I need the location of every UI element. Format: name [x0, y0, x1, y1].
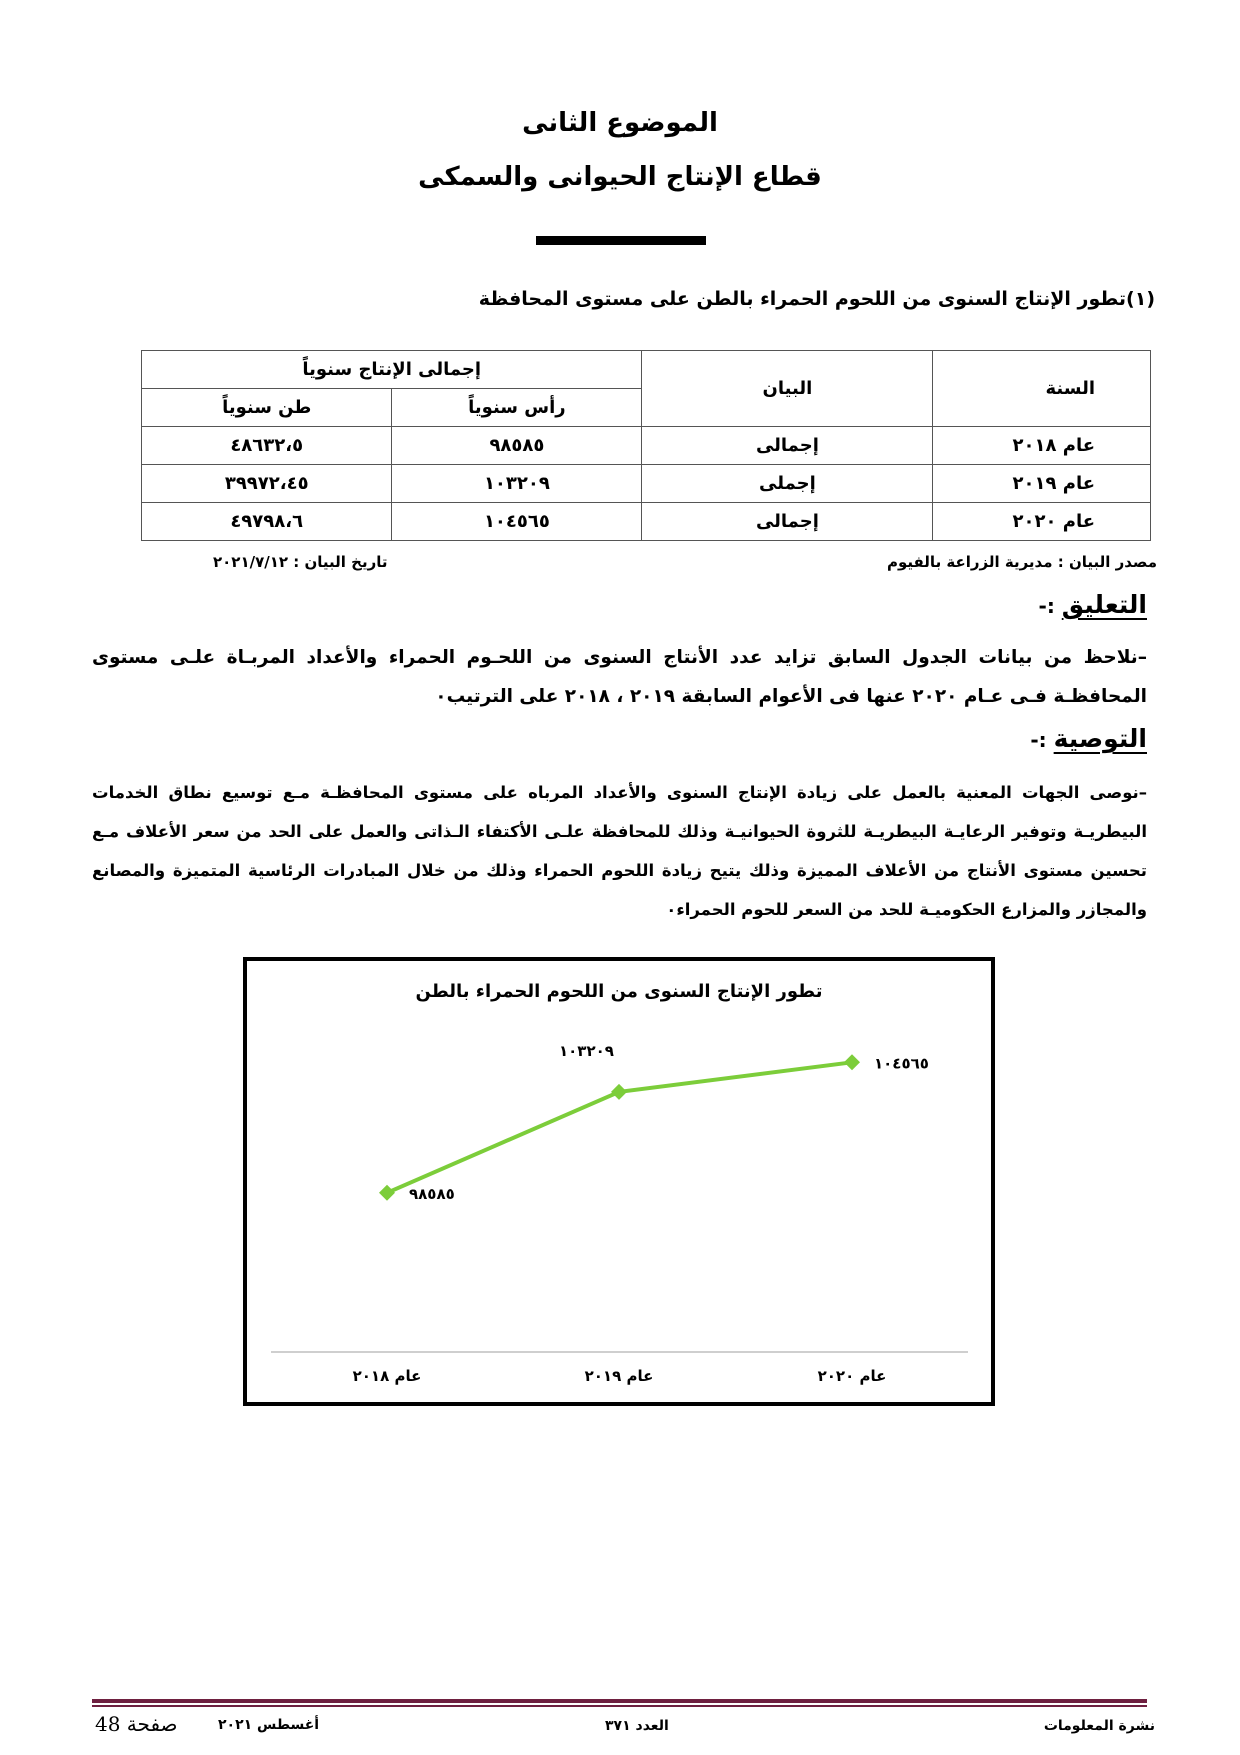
table-row [142, 427, 1151, 465]
col-tons-header: طن سنوياً [142, 389, 392, 427]
data-label: ١٠٤٥٦٥ [874, 1054, 929, 1073]
footer-page: صفحة 48 [95, 1712, 178, 1736]
data-source: مصدر البيان : مديرية الزراعة بالفيوم [886, 553, 1157, 571]
x-tick-label: عام ٢٠١٩ [584, 1367, 654, 1385]
data-label: ١٠٣٢٠٩ [559, 1041, 614, 1060]
footer-rule [92, 1699, 1147, 1703]
data-label: ٩٨٥٨٥ [409, 1184, 455, 1203]
comment-heading [1039, 590, 1147, 619]
chart-title: تطور الإنتاج السنوى من اللحوم الحمراء بالطن [415, 981, 823, 1002]
heads-cell: ٩٨٥٨٥ [392, 427, 642, 465]
title-divider [536, 236, 706, 245]
table-header-row [142, 351, 1151, 389]
tons-cell: ٣٩٩٧٢،٤٥ [142, 465, 392, 503]
table-heading: (١)تطور الإنتاج السنوى من اللحوم الحمراء بالطن على مستوى المحافظة [478, 288, 1155, 310]
footer-rule-thin [92, 1705, 1147, 1707]
recommendation-text: –نوصى الجهات المعنية بالعمل على زيادة الإنتاج السنوى والأعداد المرباه على مستوى المحافظـة مـع توسيع نطاق الخدمات البيطريـة وتوفير الرعايـة البيطريـة للثروة الحيوانيـة وذلك للمحافظة علـى الأكتفاء الـذاتى والعمل على الحد من سعر الأعلاف مـع تحسين مستوى الأنتاج من الأعلاف المميزة وذلك يتيح زيادة اللحوم الحمراء وذلك من خلال المبادرات الرئاسية المتميزة والمصانع والمجازر والمزارع الحكوميـة للحد من السعر للحوم الحمراء٠ [92, 783, 1147, 919]
sector-title: قطاع الإنتاج الحيوانى والسمكى [418, 162, 822, 192]
year-cell: عام ٢٠١٨ [933, 427, 1151, 465]
col-desc-header: البيان [642, 351, 933, 427]
footer-publication: نشرة المعلومات [1043, 1718, 1155, 1734]
production-table [141, 350, 1151, 541]
line-chart [243, 957, 995, 1406]
desc-cell: إجملى [642, 465, 933, 503]
footer-issue: العدد ٣٧١ [605, 1718, 669, 1734]
footer-date: أغسطس ٢٠٢١ [218, 1717, 320, 1733]
topic-title: الموضوع الثانى [522, 108, 718, 138]
col-total-header: إجمالى الإنتاج سنوياً [142, 351, 642, 389]
data-point [379, 1185, 395, 1201]
recommendation-heading [1030, 724, 1147, 753]
comment-suffix: :- [1038, 594, 1062, 618]
recommendation-suffix: :- [1030, 728, 1054, 752]
heads-cell: ١٠٤٥٦٥ [392, 503, 642, 541]
year-cell: عام ٢٠٢٠ [933, 503, 1151, 541]
data-date: تاريخ البيان : ٢٠٢١/٧/١٢ [213, 553, 388, 571]
tons-cell: ٤٨٦٣٢،٥ [142, 427, 392, 465]
x-tick-label: عام ٢٠٢٠ [817, 1367, 887, 1385]
comment-text: –نلاحظ من بيانات الجدول السابق تزايد عدد الأنتاج السنوى من اللحـوم الحمراء والأعداد المربـاة علـى مستوى المحافظـة فـى عـام ٢٠٢٠ عنها فى الأعوام السابقة ٢٠١٩ ، ٢٠١٨ على الترتيب٠ [92, 647, 1147, 707]
desc-cell: إجمالى [642, 503, 933, 541]
x-tick-label: عام ٢٠١٨ [352, 1367, 422, 1385]
table-row [142, 465, 1151, 503]
comment-title: التعليق [1061, 590, 1147, 619]
tons-cell: ٤٩٧٩٨،٦ [142, 503, 392, 541]
year-cell: عام ٢٠١٩ [933, 465, 1151, 503]
data-point [844, 1054, 860, 1070]
desc-cell: إجمالى [642, 427, 933, 465]
series-line [387, 1062, 852, 1192]
data-point [611, 1084, 627, 1100]
chart-plot [247, 961, 991, 1402]
col-year-header: السنة [933, 351, 1151, 427]
table-row [142, 503, 1151, 541]
heads-cell: ١٠٣٢٠٩ [392, 465, 642, 503]
col-heads-header: رأس سنوياً [392, 389, 642, 427]
recommendation-title: التوصية [1053, 724, 1147, 753]
